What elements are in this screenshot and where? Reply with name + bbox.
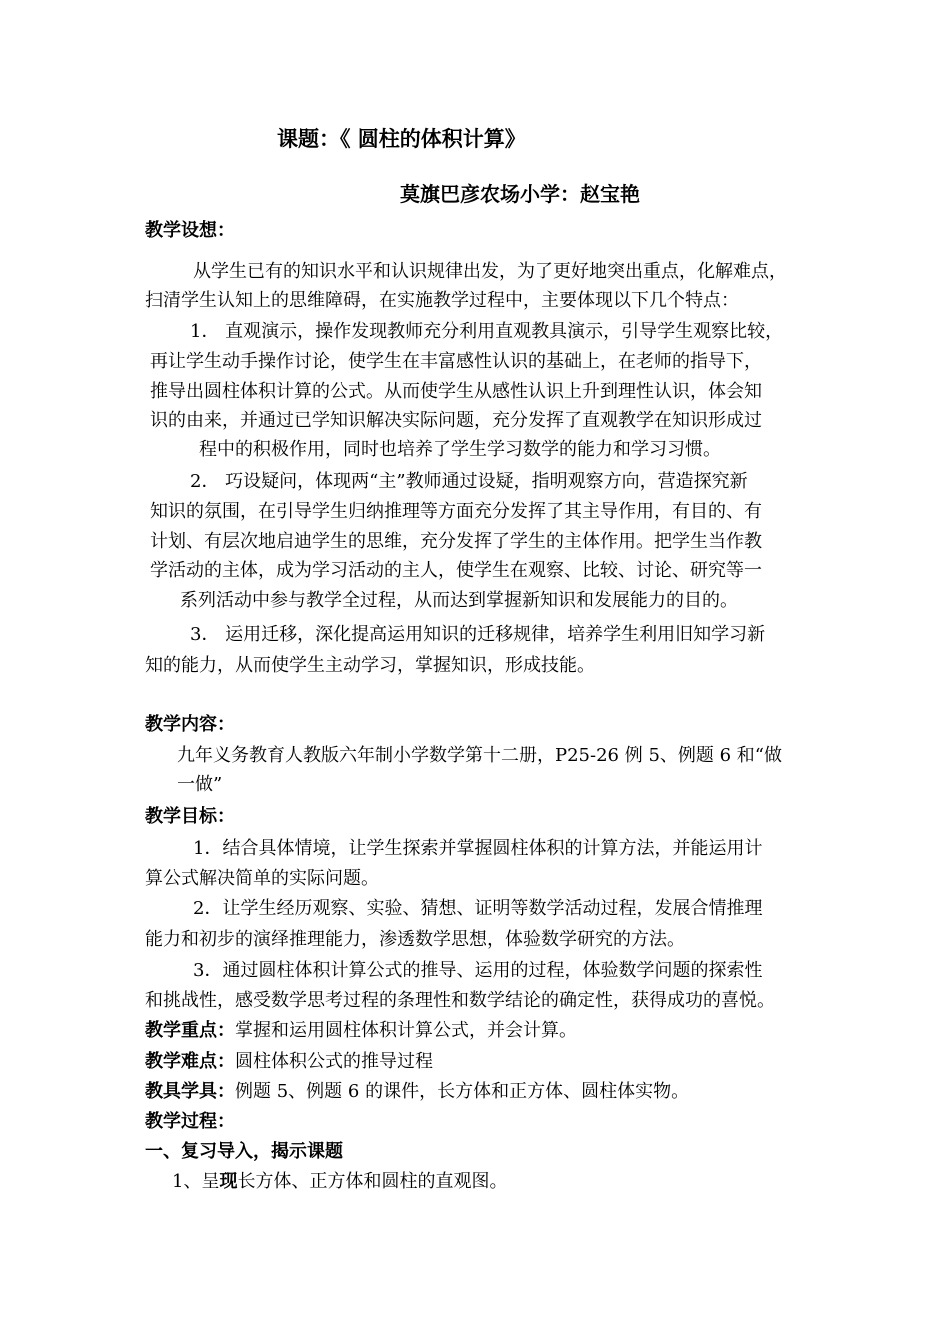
process-item-1-bold: 现 <box>219 1171 238 1192</box>
author-line: 莫旗巴彦农场小学：赵宝艳 <box>400 182 640 206</box>
design-line: 再让学生动手操作讨论，使学生在丰富感性认识的基础上，在老师的指导下， <box>150 351 762 372</box>
design-line: 知的能力，从而使学生主动学习，掌握知识，形成技能。 <box>145 655 595 676</box>
design-line: 推导出圆柱体积计算的公式。从而使学生从感性认识上升到理性认识，体会知 <box>150 381 762 402</box>
process-item-1-prefix: 1、呈 <box>172 1171 220 1192</box>
key-point-label: 教学重点： <box>145 1020 235 1041</box>
content-line: 一做” <box>177 774 223 795</box>
process-section-1: 一、复习导入，揭示课题 <box>145 1141 343 1162</box>
goals-line: 能力和初步的演绎推理能力，渗透数学思想，体验数学研究的方法。 <box>145 929 685 950</box>
design-heading: 教学设想： <box>145 220 235 241</box>
design-line: 1． 直观演示，操作发现教师充分利用直观教具演示，引导学生观察比较， <box>190 321 784 342</box>
tools-line <box>145 1080 689 1104</box>
tools-label: 教具学具： <box>145 1081 235 1102</box>
goals-line: 和挑战性，感受数学思考过程的条理性和数学结论的确定性，获得成功的喜悦。 <box>145 990 775 1011</box>
goals-line: 2．让学生经历观察、实验、猜想、证明等数学活动过程，发展合情推理 <box>193 898 763 919</box>
goals-line: 1．结合具体情境，让学生探索并掌握圆柱体积的计算方法，并能运用计 <box>193 838 763 859</box>
process-item-1 <box>172 1170 507 1194</box>
content-line: 九年义务教育人教版六年制小学数学第十二册，P25-26 例 5、例题 6 和“做 <box>177 745 782 766</box>
page-title: 课题：《 圆柱的体积计算》 <box>277 127 526 151</box>
goals-line: 算公式解决简单的实际问题。 <box>145 868 379 889</box>
tools-text: 例题 5、例题 6 的课件，长方体和正方体、圆柱体实物。 <box>235 1081 690 1102</box>
design-line: 学活动的主体，成为学习活动的主人，使学生在观察、比较、讨论、研究等一 <box>150 560 762 581</box>
process-item-1-rest: 长方体、正方体和圆柱的直观图。 <box>237 1171 508 1192</box>
difficulty-text: 圆柱体积公式的推导过程 <box>235 1051 433 1072</box>
design-line: 扫清学生认知上的思维障碍，在实施教学过程中，主要体现以下几个特点： <box>145 290 739 311</box>
key-point-text: 掌握和运用圆柱体积计算公式，并会计算。 <box>235 1020 577 1041</box>
goals-line: 3．通过圆柱体积计算公式的推导、运用的过程，体验数学问题的探索性 <box>193 960 763 981</box>
key-point-line <box>145 1019 577 1043</box>
design-line: 从学生已有的知识水平和认识规律出发，为了更好地突出重点，化解难点， <box>193 261 787 282</box>
design-line: 3． 运用迁移，深化提高运用知识的迁移规律，培养学生利用旧知学习新 <box>190 624 766 645</box>
goals-heading: 教学目标： <box>145 806 235 827</box>
difficulty-line <box>145 1050 433 1074</box>
design-line: 知识的氛围，在引导学生归纳推理等方面充分发挥了其主导作用，有目的、有 <box>150 501 762 522</box>
design-line: 识的由来，并通过已学知识解决实际问题，充分发挥了直观教学在知识形成过 <box>150 410 762 431</box>
design-line: 2． 巧设疑问，体现两“主”教师通过设疑，指明观察方向，营造探究新 <box>190 471 748 492</box>
design-line: 程中的积极作用，同时也培养了学生学习数学的能力和学习习惯。 <box>199 439 721 460</box>
content-heading: 教学内容： <box>145 714 235 735</box>
process-heading: 教学过程： <box>145 1111 235 1132</box>
difficulty-label: 教学难点： <box>145 1051 235 1072</box>
design-line: 计划、有层次地启迪学生的思维，充分发挥了学生的主体作用。把学生当作教 <box>150 531 762 552</box>
design-line: 系列活动中参与教学全过程，从而达到掌握新知识和发展能力的目的。 <box>180 590 738 611</box>
